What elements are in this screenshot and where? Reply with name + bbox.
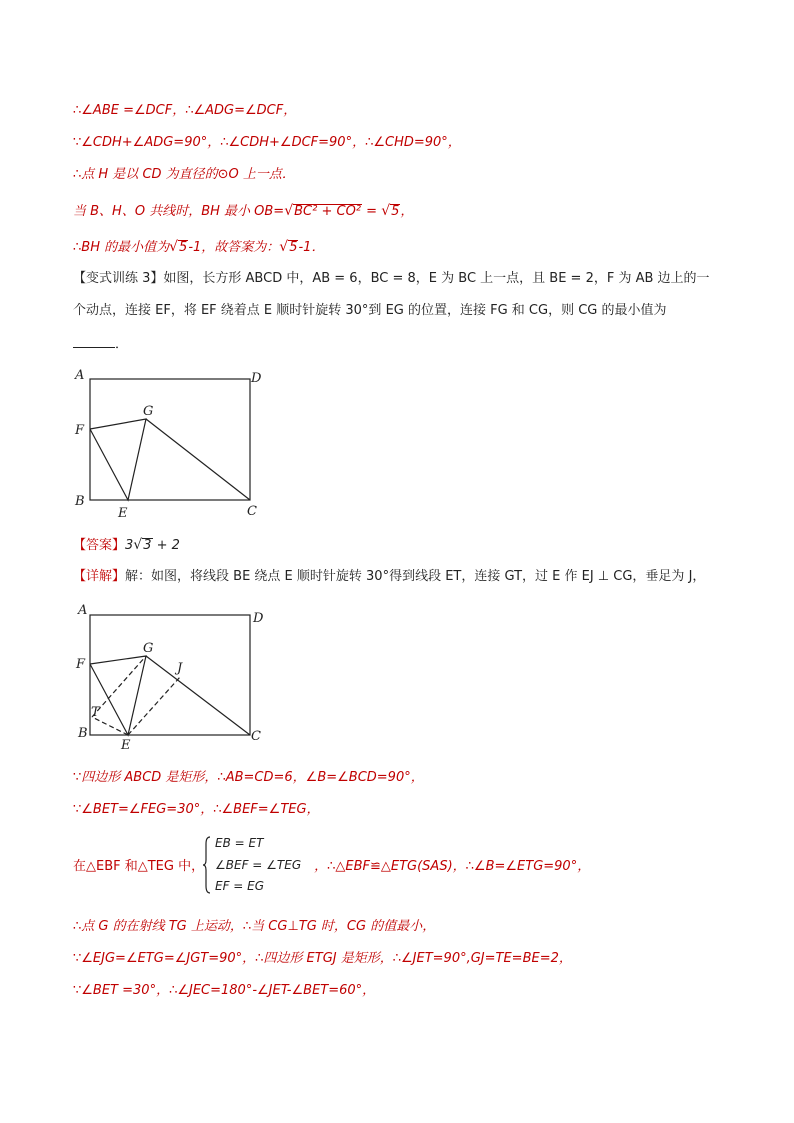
label-g: G	[143, 404, 154, 419]
proof-line-4: 当 B、H、O 共线时，BH 最小 OB=√BC² + CO² = √5，	[73, 203, 414, 219]
label-f-2: F	[76, 657, 86, 672]
label-g-2: G	[143, 641, 154, 656]
label-e: E	[118, 506, 128, 521]
label-c: C	[247, 504, 257, 519]
segment-gc-2	[146, 656, 250, 735]
problem-line-2: 个动点，连接 EF，将 EF 绕着点 E 顺时针旋转 30°到 EG 的位置，连接 FG 和 CG，则 CG 的最小值为	[73, 303, 667, 318]
triangle-feg-2	[90, 656, 146, 735]
proof-line-5: ∴BH 的最小值为√5-1，故答案为：√5-1．	[73, 239, 325, 255]
label-j-2: J	[177, 661, 183, 676]
system-brace	[203, 836, 211, 894]
triangle-feg	[90, 419, 146, 500]
detail-line: 【详解】解：如图，将线段 BE 绕点 E 顺时针旋转 30°得到线段 ET，连接 GT，过 E 作 EJ ⊥ CG，垂足为 J，	[73, 569, 706, 584]
proof-line-9: ∴点 G 的在射线 TG 上运动，∴当 CG⊥TG 时，CG 的值最小，	[73, 919, 436, 934]
label-b: B	[75, 494, 85, 509]
proof-line-1: ∴∠ABE =∠DCF，∴∠ADG=∠DCF，	[73, 103, 297, 118]
label-b-2: B	[78, 726, 88, 741]
label-t-2: T	[91, 705, 100, 720]
label-a-2: A	[78, 603, 88, 618]
segment-gc	[146, 419, 250, 500]
label-e-2: E	[121, 738, 131, 750]
segment-tg	[92, 656, 146, 717]
proof-line-11: ∵∠BET =30°，∴∠JEC=180°-∠JET-∠BET=60°，	[73, 983, 376, 998]
figure-1	[70, 365, 270, 525]
system-eq-2: ∠BEF = ∠TEG	[215, 858, 302, 872]
segment-ej	[128, 677, 180, 735]
proof-line-7: ∵∠BET=∠FEG=30°，∴∠BEF=∠TEG，	[73, 802, 320, 817]
figure-2	[70, 600, 270, 750]
proof-line-3: ∴点 H 是以 CD 为直径的⊙O 上一点．	[73, 167, 295, 182]
proof-line-10: ∵∠EJG=∠ETG=∠JGT=90°，∴四边形 ETGJ 是矩形，∴∠JET=90°,GJ=TE=BE=2，	[73, 951, 572, 966]
label-d: D	[251, 371, 262, 386]
label-f: F	[75, 423, 85, 438]
proof-line-6: ∵四边形 ABCD 是矩形，∴AB=CD=6，∠B=∠BCD=90°，	[73, 770, 424, 785]
problem-line-3: ．	[73, 335, 128, 355]
problem-line-1: 【变式训练 3】如图，长方形 ABCD 中，AB = 6，BC = 8，E 为 BC 上一点，且 BE = 2，F 为 AB 边上的一	[73, 271, 710, 286]
label-c-2: C	[251, 729, 261, 744]
answer-blank	[73, 335, 115, 348]
proof-line-2: ∵∠CDH+∠ADG=90°，∴∠CDH+∠DCF=90°，∴∠CHD=90°，	[73, 135, 461, 150]
answer-line: 【答案】3√3 + 2	[73, 537, 180, 553]
proof-line-8: 在△EBF 和△TEG 中， ，∴△EBF≌△ETG(SAS)，∴∠B=∠ETG=90°，	[73, 859, 591, 874]
system-eq-3: EF = EG	[215, 879, 265, 893]
label-a: A	[75, 368, 85, 383]
label-d-2: D	[253, 611, 264, 626]
system-eq-1: EB = ET	[215, 836, 264, 850]
